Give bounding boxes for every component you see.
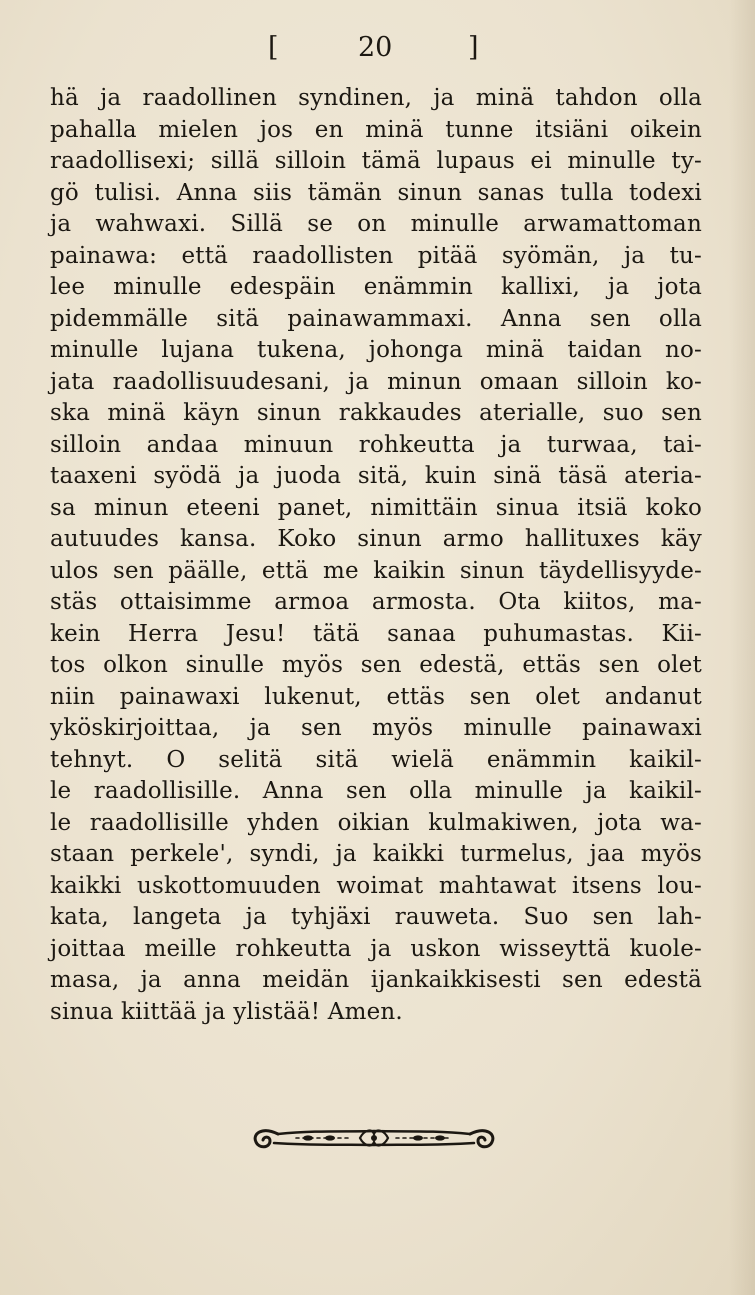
text-line: kata, langeta ja tyhjäxi rauweta. Suo sen lah- — [50, 904, 702, 930]
text-line: niin painawaxi lukenut, ettäs sen olet andanut — [50, 683, 702, 710]
text-line: ska minä käyn sinun rakkaudes aterialle, suo sen — [50, 400, 702, 426]
text-line: hä ja raadollinen syndinen, ja minä tahdon olla — [50, 85, 702, 111]
text-line: autuudes kansa. Koko sinun armo hallituxes käy — [50, 526, 702, 552]
text-line: ja wahwaxi. Sillä se on minulle arwamattoman — [50, 211, 702, 237]
text-line: le raadollisille yhden oikian kulmakiwen, jota wa- — [50, 809, 702, 836]
body-text — [50, 83, 702, 1028]
text-line: staan perkele', syndi, ja kaikki turmelus, jaa myös — [50, 841, 702, 867]
text-line-final: sinua kiittää ja ylistää! Amen. — [50, 998, 403, 1025]
text-line: taaxeni syödä ja juoda sitä, kuin sinä täsä ateria- — [50, 463, 702, 489]
text-line: kaikki uskottomuuden woimat mahtawat itsens lou- — [50, 872, 702, 899]
page-edge-shadow — [729, 0, 755, 1295]
page-header — [268, 30, 498, 66]
text-line: masa, ja anna meidän ijankaikkisesti sen edestä — [50, 967, 702, 993]
page-number: 20 — [358, 32, 393, 63]
text-line: le raadollisille. Anna sen olla minulle ja kaikil- — [50, 778, 702, 804]
text-line: tehnyt. O selitä sitä wielä enämmin kaikil- — [50, 746, 702, 773]
text-line: raadollisexi; sillä silloin tämä lupaus ei minulle ty- — [50, 148, 702, 174]
text-line: joittaa meille rohkeutta ja uskon wisseyttä kuole- — [50, 935, 702, 962]
text-line: jata raadollisuudesani, ja minun omaan silloin ko- — [50, 368, 702, 395]
text-line: ulos sen päälle, että me kaikin sinun täydellisyyde- — [50, 557, 702, 584]
header-bracket-left: [ — [268, 32, 279, 63]
text-line: minulle lujana tukena, johonga minä taidan no- — [50, 337, 702, 363]
text-line: tos olkon sinulle myös sen edestä, ettäs sen olet — [50, 652, 702, 678]
text-line: kein Herra Jesu! tätä sanaa puhumastas. Kii- — [50, 620, 702, 647]
text-line: sa minun eteeni panet, nimittäin sinua itsiä koko — [50, 494, 702, 521]
text-line: lee minulle edespäin enämmin kallixi, ja jota — [50, 274, 702, 300]
text-line: silloin andaa minuun rohkeutta ja turwaa, tai- — [50, 431, 702, 458]
text-line: yköskirjoittaa, ja sen myös minulle painawaxi — [50, 715, 702, 741]
text-line: stäs ottaisimme armoa armosta. Ota kiitos, ma- — [50, 589, 702, 615]
header-bracket-right: ] — [468, 32, 479, 63]
text-line: pahalla mielen jos en minä tunne itsiäni oikein — [50, 116, 702, 143]
text-line: painawa: että raadollisten pitää syömän, ja tu- — [50, 242, 702, 269]
text-line: gö tulisi. Anna siis tämän sinun sanas tulla todexi — [50, 179, 702, 206]
text-line: pidemmälle sitä painawammaxi. Anna sen olla — [50, 305, 702, 332]
scroll-ornament-icon — [248, 1112, 500, 1162]
